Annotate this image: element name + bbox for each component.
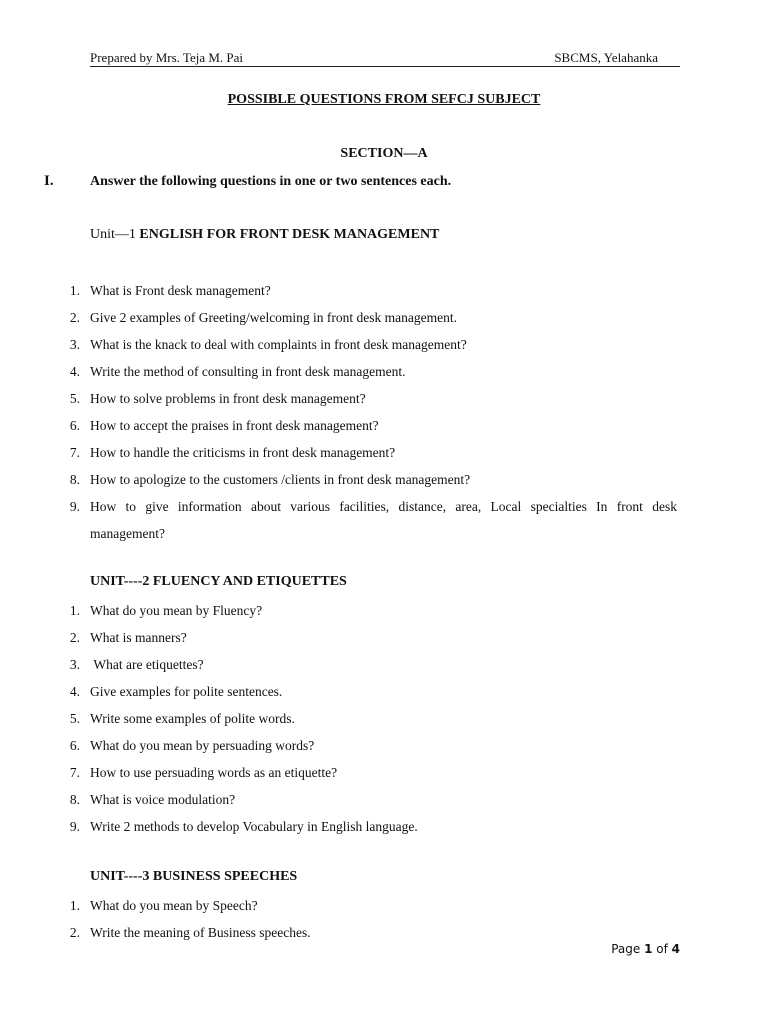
question-item <box>0 493 768 547</box>
unit1-heading <box>90 227 439 243</box>
unit2-heading: UNIT----2 FLUENCY AND ETIQUETTES <box>90 574 347 589</box>
question-item <box>0 678 768 705</box>
question-text: Give 2 examples of Greeting/welcoming in front desk management. <box>90 310 458 325</box>
question-item <box>0 277 768 304</box>
question-number: 2. <box>69 630 80 645</box>
question-item <box>0 813 768 840</box>
footer-of-label: of <box>652 942 672 956</box>
question-item <box>0 385 768 412</box>
question-text: How to apologize to the customers /clients in front desk management? <box>90 472 471 487</box>
footer-total-pages: 4 <box>671 942 680 956</box>
section-heading: SECTION—A <box>340 146 428 161</box>
instruction-roman-numeral: I. <box>44 173 54 189</box>
question-number: 5. <box>69 391 80 406</box>
question-text: Write the meaning of Business speeches. <box>90 925 311 940</box>
unit1-question-list <box>0 277 768 547</box>
question-number: 3. <box>69 657 80 672</box>
question-item <box>0 786 768 813</box>
question-item <box>0 466 768 493</box>
instruction-text: Answer the following questions in one or two sentences each. <box>90 174 452 189</box>
page-header <box>90 46 680 66</box>
question-number: 8. <box>69 792 80 807</box>
question-number: 3. <box>69 337 80 352</box>
question-text: Give examples for polite sentences. <box>90 684 283 699</box>
unit1-prefix: Unit—1 <box>90 227 140 242</box>
question-number: 1. <box>69 283 80 298</box>
question-text: What is manners? <box>90 630 187 645</box>
question-number: 6. <box>69 738 80 753</box>
question-text: What is the knack to deal with complaints in front desk management? <box>90 337 467 352</box>
unit1-title: ENGLISH FOR FRONT DESK MANAGEMENT <box>139 227 440 242</box>
document-title <box>0 92 768 108</box>
question-item <box>0 624 768 651</box>
footer-page-label: Page <box>611 942 645 956</box>
question-text: What is voice modulation? <box>90 792 236 807</box>
instruction-line <box>44 173 684 190</box>
question-number: 4. <box>69 364 80 379</box>
question-item <box>0 439 768 466</box>
question-item <box>0 412 768 439</box>
unit2-question-list <box>0 597 768 840</box>
question-item <box>0 732 768 759</box>
page-number-footer <box>600 942 680 956</box>
question-text: What is Front desk management? <box>90 283 271 298</box>
question-number: 7. <box>69 765 80 780</box>
question-text: How to handle the criticisms in front desk management? <box>90 445 396 460</box>
question-number: 7. <box>69 445 80 460</box>
header-author: Prepared by Mrs. Teja M. Pai <box>90 50 244 65</box>
question-number: 6. <box>69 418 80 433</box>
question-text: Write 2 methods to develop Vocabulary in English language. <box>90 819 418 834</box>
question-item <box>0 892 768 919</box>
unit3-heading: UNIT----3 BUSINESS SPEECHES <box>90 869 298 884</box>
question-text: What are etiquettes? <box>90 657 204 672</box>
question-item <box>0 304 768 331</box>
question-number: 9. <box>69 819 80 834</box>
question-number: 4. <box>69 684 80 699</box>
question-item <box>0 597 768 624</box>
unit3-question-list <box>0 892 768 946</box>
question-item <box>0 705 768 732</box>
question-number: 8. <box>69 472 80 487</box>
question-text: Write the method of consulting in front desk management. <box>90 364 406 379</box>
question-item <box>0 331 768 358</box>
footer-current-page: 1 <box>644 942 653 956</box>
question-number: 1. <box>69 603 80 618</box>
question-text: What do you mean by Fluency? <box>90 603 263 618</box>
question-number: 2. <box>69 310 80 325</box>
header-divider <box>90 66 680 67</box>
document-title-text: POSSIBLE QUESTIONS FROM SEFCJ SUBJECT <box>227 92 541 107</box>
question-text: Write some examples of polite words. <box>90 711 295 726</box>
question-number: 2. <box>69 925 80 940</box>
header-institution: SBCMS, Yelahanka <box>554 50 658 65</box>
question-text: How to accept the praises in front desk management? <box>90 418 379 433</box>
question-text: How to use persuading words as an etiquette? <box>90 765 338 780</box>
question-number: 5. <box>69 711 80 726</box>
question-number: 9. <box>69 499 80 514</box>
question-number: 1. <box>69 898 80 913</box>
question-item <box>0 759 768 786</box>
question-text: What do you mean by persuading words? <box>90 738 315 753</box>
question-item <box>0 651 768 678</box>
question-item <box>0 358 768 385</box>
question-text: How to solve problems in front desk management? <box>90 391 366 406</box>
question-text: How to give information about various facilities, distance, area, Local specialties In front desk management? <box>90 499 677 541</box>
question-text: What do you mean by Speech? <box>90 898 258 913</box>
